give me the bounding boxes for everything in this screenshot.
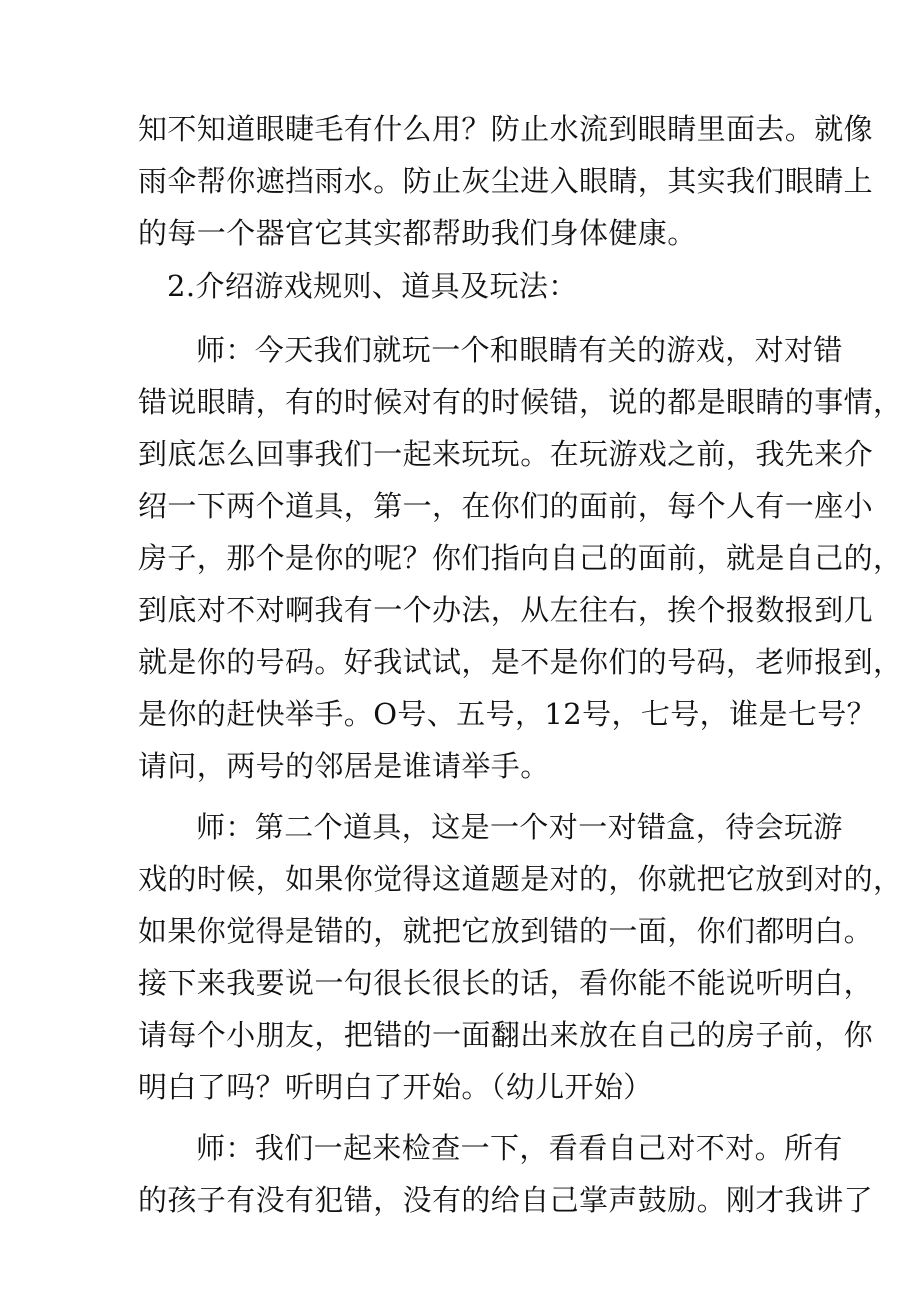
text-line: 接下来我要说一句很长很长的话，看你能不能说听明白， bbox=[138, 966, 874, 1000]
text-line: 到底对不对啊我有一个办法，从左往右，挨个报数报到几 bbox=[138, 593, 874, 627]
text-line: 的每一个器官它其实都帮助我们身体健康。 bbox=[138, 216, 697, 250]
text-line: 如果你觉得是错的，就把它放到错的一面，你们都明白。 bbox=[138, 914, 874, 948]
text-line: 错说眼睛，有的时候对有的时候错，说的都是眼睛的事情， bbox=[138, 385, 903, 419]
text-line: 房子，那个是你的呢？你们指向自己的面前，就是自己的， bbox=[138, 541, 903, 575]
text-line: 明白了吗？听明白了开始。（幼儿开始） bbox=[138, 1070, 653, 1104]
text-line: 知不知道眼睫毛有什么用？防止水流到眼睛里面去。就像 bbox=[138, 112, 874, 146]
text-line: 绍一下两个道具，第一，在你们的面前，每个人有一座小 bbox=[138, 489, 874, 523]
text-line: 师：今天我们就玩一个和眼睛有关的游戏，对对错 bbox=[196, 333, 843, 367]
text-line: 师：第二个道具，这是一个对一对错盒，待会玩游 bbox=[196, 810, 843, 844]
text-line: 是你的赶快举手。O号、五号，12号，七号，谁是七号？ bbox=[138, 697, 877, 731]
text-line: 雨伞帮你遮挡雨水。防止灰尘进入眼睛，其实我们眼睛上 bbox=[138, 164, 874, 198]
text-line: 就是你的号码。好我试试，是不是你们的号码，老师报到， bbox=[138, 645, 903, 679]
text-line: 的孩子有没有犯错，没有的给自己掌声鼓励。刚才我讲了 bbox=[138, 1183, 874, 1217]
text-line: 请每个小朋友，把错的一面翻出来放在自己的房子前，你 bbox=[138, 1018, 874, 1052]
text-line: 师：我们一起来检查一下，看看自己对不对。所有 bbox=[196, 1131, 843, 1165]
text-line: 请问，两号的邻居是谁请举手。 bbox=[138, 749, 550, 783]
text-line: 到底怎么回事我们一起来玩玩。在玩游戏之前，我先来介 bbox=[138, 437, 874, 471]
text-line: 戏的时候，如果你觉得这道题是对的，你就把它放到对的， bbox=[138, 862, 903, 896]
section-heading: 2.介绍游戏规则、道具及玩法： bbox=[167, 269, 578, 303]
